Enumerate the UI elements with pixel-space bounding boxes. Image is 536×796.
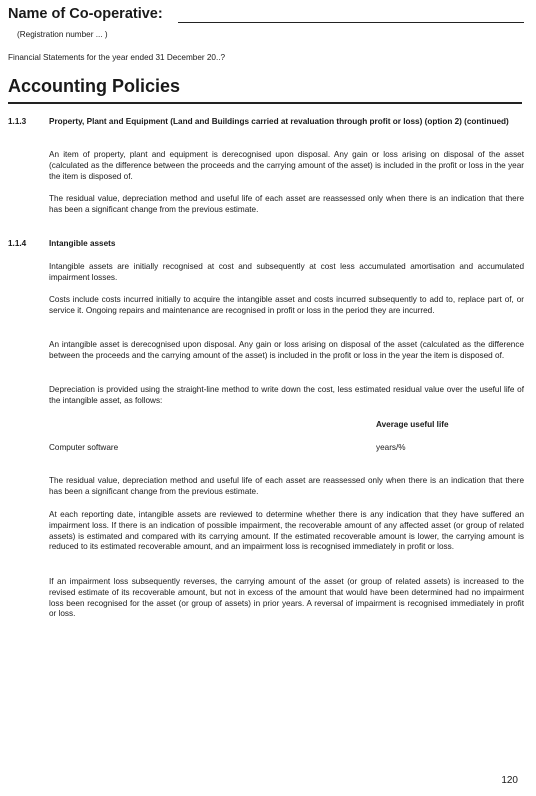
paragraph-intangible-recognition: Intangible assets are initially recognised at cost and subsequently at cost less accumulated amortisation and accumulated impairment losses. <box>49 262 524 282</box>
computer-software-label: Computer software <box>49 443 119 452</box>
cooperative-name-blank-line <box>178 22 524 23</box>
page-title: Accounting Policies <box>8 76 181 96</box>
registration-number: (Registration number ... ) <box>17 30 108 39</box>
paragraph-impairment-review: At each reporting date, intangible assets are reviewed to determine whether there is any indication that they have suffered an impairment loss. If there is an indication of possible impairment, the recoverable amount of any affected asset (or group of related assets) is estimated and compared with its carrying amount. If the estimated recoverable amount is lower, the carrying amount is reduced to its estimated recoverable amount, and an impairment loss is recognised immediately in profit or loss. <box>49 510 524 552</box>
paragraph-intangible-derecognition: An intangible asset is derecognised upon disposal. Any gain or loss arising on disposal of the asset (calculated as the difference between the proceeds and the carrying amount of the asset) is included in the profit or loss in the year the item is disposed of. <box>49 340 524 360</box>
paragraph-depreciation-method: Depreciation is provided using the straight-line method to write down the cost, less estimated residual value over the useful life of the intangible asset, as follows: <box>49 385 524 405</box>
paragraph-impairment-reversal: If an impairment loss subsequently reverses, the carrying amount of the asset (or group of related assets) is increased to the revised estimate of its recoverable amount, but not in excess of the amount that would have been determined had no impairment loss been recognised for the asset (or group of assets) in prior years. A reversal of impairment is recognised immediately in profit or loss. <box>49 577 524 619</box>
paragraph-intangible-costs: Costs include costs incurred initially to acquire the intangible asset and costs incurred subsequently to add to, replace part of, or service it. Ongoing repairs and maintenance are recognised in profit or loss in the period they are incurred. <box>49 295 524 315</box>
section-number-1-1-4: 1.1.4 <box>8 239 27 248</box>
paragraph-intangible-residual-value: The residual value, depreciation method and useful life of each asset are reassessed only when there is an indication that there has been a significant change from the previous estimate. <box>49 476 524 496</box>
paragraph-ppe-derecognition: An item of property, plant and equipment is derecognised upon disposal. Any gain or loss arising on disposal of the asset (calculated as the difference between the proceeds and the carrying amount of the asset) is included in the profit or loss in the year the item is disposed of. <box>49 150 524 181</box>
average-useful-life-header: Average useful life <box>376 420 449 429</box>
section-title-1-1-4: Intangible assets <box>49 239 116 248</box>
page-number: 120 <box>501 775 518 786</box>
computer-software-useful-life: years/% <box>376 443 406 452</box>
section-number-1-1-3: 1.1.3 <box>8 117 27 126</box>
section-title-1-1-3: Property, Plant and Equipment (Land and Buildings carried at revaluation through profit or loss) (option 2) (continued) <box>49 117 509 126</box>
cooperative-name-row <box>8 6 524 26</box>
financial-statements-line: Financial Statements for the year ended 31 December 20..? <box>8 53 226 62</box>
paragraph-ppe-residual-value: The residual value, depreciation method and useful life of each asset are reassessed only when there is an indication that there has been a significant change from the previous estimate. <box>49 194 524 214</box>
cooperative-name-label: Name of Co-operative: <box>8 6 163 22</box>
title-divider <box>8 102 522 104</box>
